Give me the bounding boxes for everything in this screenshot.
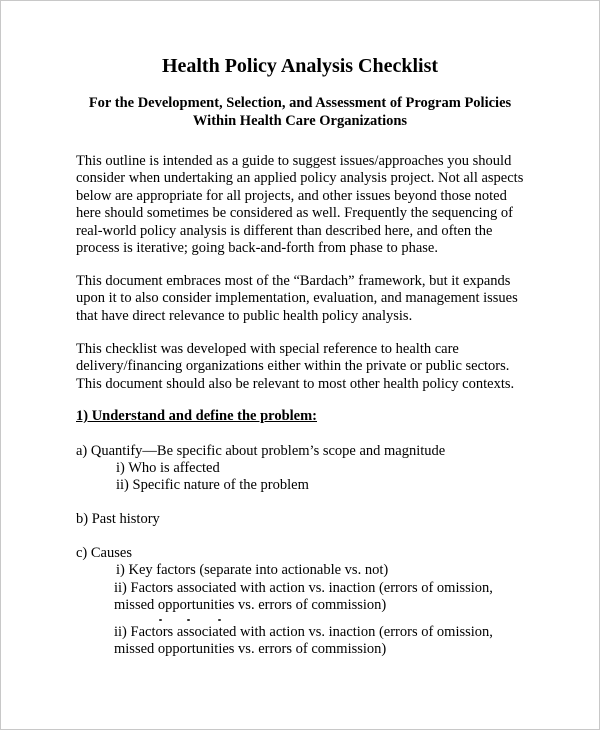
context-paragraph (76, 341, 576, 393)
item-a-sub-ii: ii) Specific nature of the problem (116, 477, 309, 493)
subtitle-line: For the Development, Selection, and Assessment of Program Policies (88, 95, 512, 111)
paragraph-line: delivery/financing organizations either within the private or public sectors. (76, 358, 510, 375)
paragraph-line: This document should also be relevant to most other health policy contexts. (76, 375, 515, 392)
subtitle-line: Within Health Care Organizations (192, 112, 408, 129)
paragraph-line: upon it to also consider implementation, evaluation, and management issues (76, 290, 518, 307)
paragraph-line: that have direct relevance to public health policy analysis. (76, 307, 413, 324)
intro-paragraph (76, 153, 576, 257)
paragraph-line: This checklist was developed with special reference to health care (76, 341, 459, 357)
paragraph-line: This outline is intended as a guide to suggest issues/approaches you should (76, 153, 512, 169)
paragraph-line: real-world policy analysis is different than described here, and often the (76, 222, 493, 239)
document-title: Health Policy Analysis Checklist (161, 55, 439, 77)
paragraph-line: consider when undertaking an applied policy analysis project. Not all aspects (76, 170, 524, 187)
paragraph-line: below are appropriate for all projects, and other issues beyond those noted (76, 187, 507, 204)
item-c-sub-ii-repeat-line-1: ii) Factors associated with action vs. inaction (errors of omission, (114, 624, 493, 640)
scan-artifact-mark (187, 619, 190, 621)
document-subtitle (1, 95, 599, 130)
framework-paragraph (76, 273, 576, 325)
item-c-label: c) Causes (76, 545, 132, 561)
scan-artifact-mark (159, 619, 162, 621)
item-c-sub-ii-repeat-line-2: missed opportunities vs. errors of commission) (114, 641, 387, 657)
paragraph-line: here should sometimes be considered as well. Frequently the sequencing of (76, 205, 513, 222)
scan-artifact-mark (218, 619, 221, 621)
item-c-sub-i: i) Key factors (separate into actionable vs. not) (116, 562, 389, 578)
paragraph-line: This document embraces most of the “Bardach” framework, but it expands (76, 273, 511, 289)
item-a-label: a) Quantify—Be specific about problem’s scope and magnitude (76, 443, 446, 459)
item-c-sub-ii-line-2: missed opportunities vs. errors of commission) (114, 597, 387, 613)
item-c-sub-ii-line-1: ii) Factors associated with action vs. inaction (errors of omission, (114, 580, 493, 596)
section-1-heading: 1) Understand and define the problem: (76, 408, 318, 424)
paragraph-line: process is iterative; going back-and-forth from phase to phase. (76, 240, 438, 257)
item-b-label: b) Past history (76, 511, 160, 527)
scan-artifact (157, 618, 229, 622)
item-a-sub-i: i) Who is affected (116, 460, 220, 476)
